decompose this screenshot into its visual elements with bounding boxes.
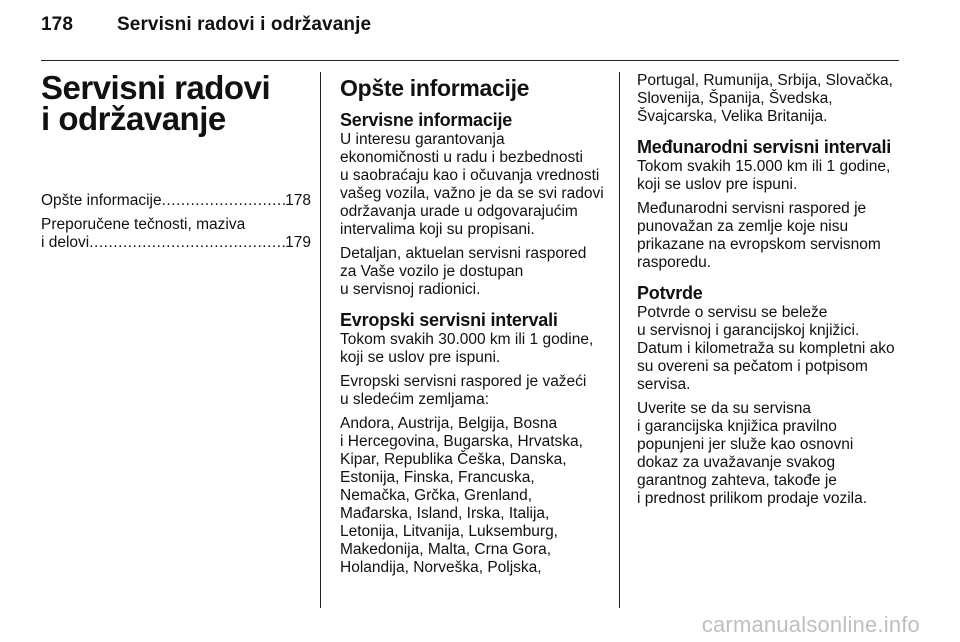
column-divider: [320, 72, 321, 608]
toc-page: 178: [285, 192, 311, 209]
paragraph: Uverite se da su servisna i garancijska knjižica pravilno popunjeni jer služe kao osnovni dokaz za uvažavanje svakog garantnog zahteva, takođe je i prednost prilikom prodaje vozila.: [637, 400, 868, 507]
paragraph: Detaljan, aktuelan servisni raspored za Vaše vozilo je dostupan u servisnoj radionici.: [340, 245, 587, 298]
paragraph: Tokom svakih 15.000 km ili 1 godine, koji se uslov pre ispuni.: [637, 158, 891, 193]
paragraph: Andora, Austrija, Belgija, Bosna i Hercegovina, Bugarska, Hrvatska, Kipar, Republika Češka, Danska, Estonija, Finska, Francuska, Nemačka, Grčka, Grenland, Mađarska, Island, Irska, Italija, Letonija, Litvanija, Luksemburg, Makedonija, Malta, Crna Gora, Holandija, Norveška, Poljska,: [340, 415, 583, 576]
chapter-column: [41, 69, 311, 258]
subsection-heading: Međunarodni servisni intervali: [637, 137, 892, 157]
page-header: [41, 14, 371, 36]
subsection-heading: Potvrde: [637, 283, 703, 303]
toc-leader: [89, 234, 285, 252]
section-heading: Opšte informacije: [340, 75, 530, 101]
page-number: 178: [41, 14, 74, 35]
content-column: [340, 72, 610, 577]
watermark: carmanualsonline.info: [701, 612, 920, 637]
toc-title: i delovi: [41, 234, 90, 251]
toc-page: 179: [285, 234, 311, 251]
paragraph: Međunarodni servisni raspored je punovažan za zemlje koje nisu prikazane na evropskom servisnom rasporedu.: [637, 200, 881, 271]
paragraph: Tokom svakih 30.000 km ili 1 godine, koji se uslov pre ispuni.: [340, 331, 594, 366]
toc-title: Preporučene tečnosti, maziva: [41, 216, 246, 233]
column-divider: [619, 72, 620, 608]
subsection-heading: Servisne informacije: [340, 110, 513, 130]
paragraph: U interesu garantovanja ekonomičnosti u radu i bezbednosti u saobraćaju kao i očuvanja vrednosti vašeg vozila, važno je da se svi radovi održavanja urade u odgovarajućim intervalima koji su propisani.: [340, 131, 604, 238]
toc-leader: [162, 192, 286, 210]
running-title: Servisni radovi i održavanje: [117, 14, 372, 35]
toc-entry[interactable]: [41, 192, 311, 210]
paragraph: Potvrde o servisu se beleže u servisnoj i garancijskoj knjižici. Datum i kilometraža su kompletni ako su overeni sa pečatom i potpisom servisa.: [637, 304, 895, 393]
table-of-contents: [41, 192, 311, 252]
toc-entry[interactable]: [41, 216, 311, 252]
content-column: [637, 72, 907, 508]
paragraph: Portugal, Rumunija, Srbija, Slovačka, Slovenija, Španija, Švedska, Švajcarska, Velika Britanija.: [637, 72, 893, 125]
toc-title: Opšte informacije: [41, 192, 162, 209]
chapter-title: Servisni radovi i održavanje: [41, 69, 271, 137]
paragraph: Evropski servisni raspored je važeći u sledećim zemljama:: [340, 373, 587, 408]
subsection-heading: Evropski servisni intervali: [340, 310, 558, 330]
header-rule: [41, 60, 899, 61]
